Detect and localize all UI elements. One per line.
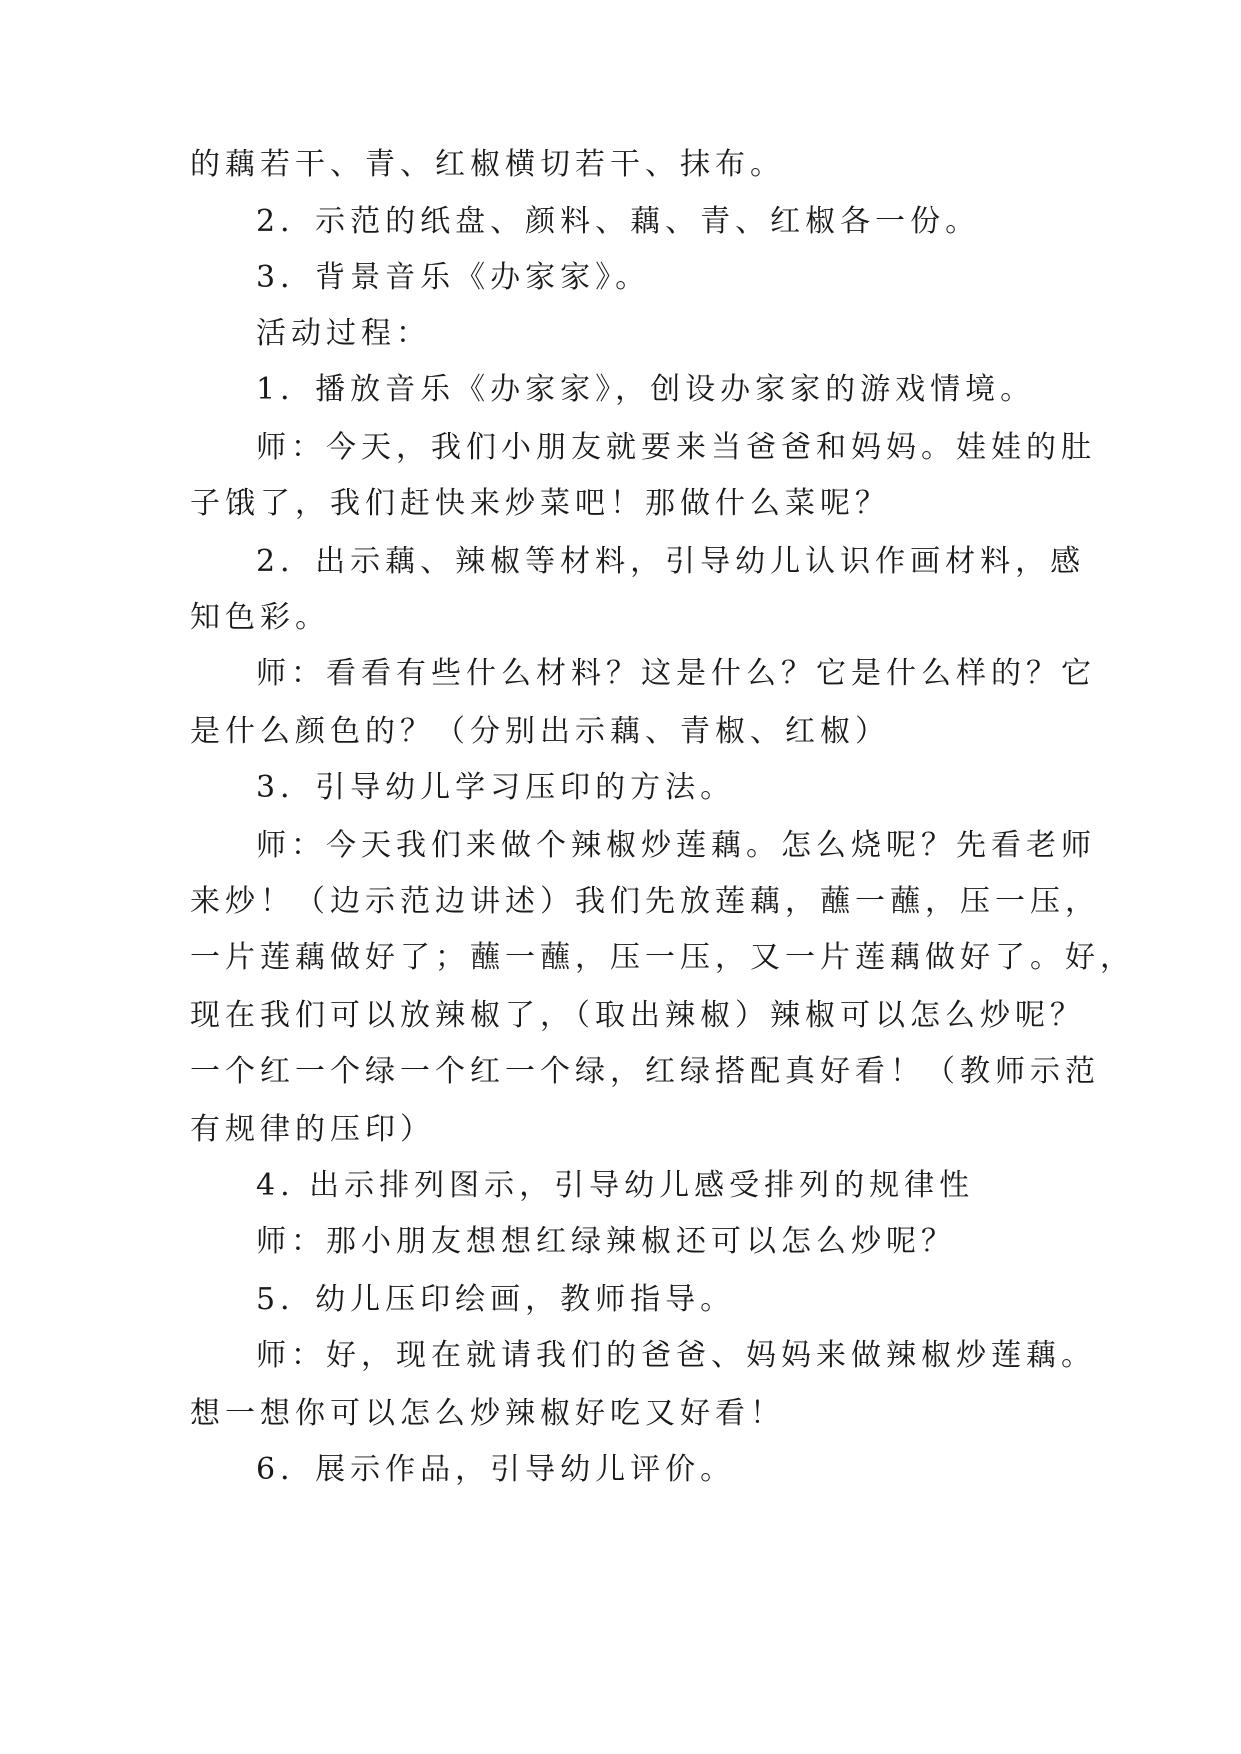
text-line: 师：好，现在就请我们的爸爸、妈妈来做辣椒炒莲藕。 — [256, 1338, 1096, 1373]
text-line: 师：看看有些什么材料？这是什么？它是什么样的？它 — [256, 656, 1096, 691]
text-line: 2．出示藕、辣椒等材料，引导幼儿认识作画材料，感 — [256, 544, 1086, 579]
text-line: 一片莲藕做好了；蘸一蘸，压一压，又一片莲藕做好了。好， — [190, 940, 1135, 975]
text-line: 4. 出示排列图示，引导幼儿感受排列的规律性 — [256, 1168, 975, 1203]
text-line: 6．展示作品，引导幼儿评价。 — [256, 1452, 736, 1487]
text-line: 来炒！（边示范边讲述）我们先放莲藕，蘸一蘸，压一压， — [190, 884, 1100, 919]
text-line: 一个红一个绿一个红一个绿，红绿搭配真好看！（教师示范 — [190, 1054, 1100, 1089]
text-line: 知色彩。 — [190, 600, 330, 635]
text-line: 现在我们可以放辣椒了，（取出辣椒）辣椒可以怎么炒呢？ — [190, 998, 1085, 1033]
text-line: 师：那小朋友想想红绿辣椒还可以怎么炒呢？ — [256, 1224, 956, 1259]
text-line: 子饿了，我们赶快来炒菜吧！那做什么菜呢？ — [190, 486, 890, 521]
text-line: 3．背景音乐《办家家》。 — [256, 260, 651, 295]
text-line: 的藕若干、青、红椒横切若干、抹布。 — [190, 147, 785, 182]
text-line: 5．幼儿压印绘画，教师指导。 — [256, 1282, 736, 1317]
text-line: 想一想你可以怎么炒辣椒好吃又好看！ — [190, 1396, 785, 1431]
text-line: 有规律的压印） — [190, 1112, 435, 1147]
text-line: 师：今天我们来做个辣椒炒莲藕。怎么烧呢？先看老师 — [256, 828, 1096, 863]
text-line: 师：今天，我们小朋友就要来当爸爸和妈妈。娃娃的肚 — [256, 430, 1096, 465]
text-line: 3．引导幼儿学习压印的方法。 — [256, 770, 736, 805]
text-line: 是什么颜色的？（分别出示藕、青椒、红椒） — [190, 714, 890, 749]
section-heading: 活动过程： — [256, 316, 431, 351]
text-line: 2．示范的纸盘、颜料、藕、青、红椒各一份。 — [256, 204, 981, 239]
text-line: 1．播放音乐《办家家》，创设办家家的游戏情境。 — [256, 372, 1036, 407]
